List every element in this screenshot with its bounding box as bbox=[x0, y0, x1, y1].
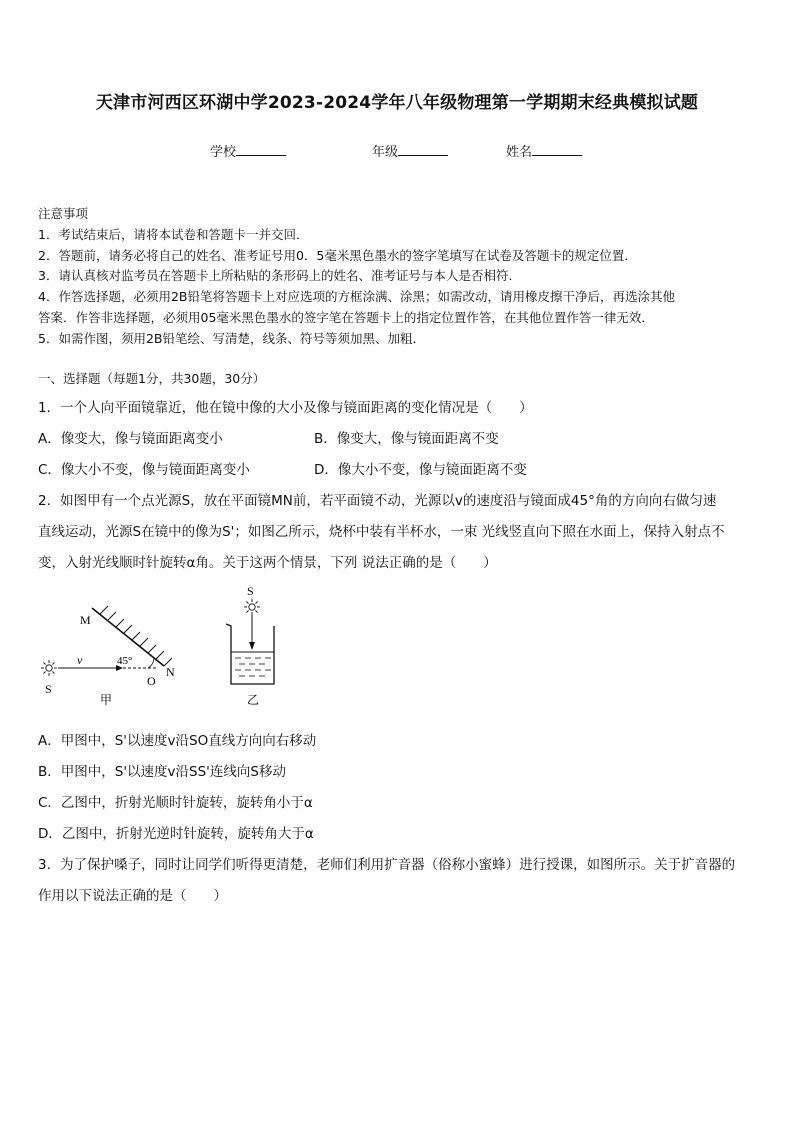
water-hatching bbox=[235, 658, 271, 676]
q2-option-d: D．乙图中，折射光逆时针旋转，旋转角大于α bbox=[38, 826, 314, 842]
school-label: 学校 bbox=[210, 145, 237, 160]
q2-option-b: B．甲图中，S'以速度v沿SS'连线向S移动 bbox=[38, 764, 286, 780]
label-yi: 乙 bbox=[247, 693, 260, 707]
note-item: 答案．作答非选择题，必须用05毫米黑色墨水的签字笔在答题卡上的指定位置作答，在其他位置作答一律无效． bbox=[38, 310, 654, 325]
section-heading: 一、选择题（每题1分，共30题，30分） bbox=[38, 371, 266, 386]
school-blank bbox=[236, 143, 286, 156]
q1-option-c: C．像大小不变，像与镜面距离变小 bbox=[38, 462, 250, 478]
q1-option-b: B．像变大，像与镜面距离不变 bbox=[314, 431, 499, 447]
label-M: M bbox=[80, 613, 91, 627]
label-S-jia: S bbox=[45, 682, 52, 696]
q3-stem-line: 3．为了保护嗓子，同时让同学们听得更清楚，老师们利用扩音器（俗称小蜜蜂）进行授课，如图所示。关于扩音器的 bbox=[38, 857, 736, 873]
name-blank bbox=[532, 143, 582, 156]
q2-option-a: A．甲图中，S'以速度v沿SO直线方向向右移动 bbox=[38, 733, 317, 749]
q3-stem-line: 作用以下说法正确的是（ ） bbox=[38, 888, 227, 904]
beaker-diagram bbox=[226, 584, 274, 707]
q2-stem-line: 直线运动，光源S在镜中的像为S'；如图乙所示，烧杯中装有半杯水，一束 光线竖直向下照在水面上，保持入射点不 bbox=[38, 524, 725, 540]
page-title: 天津市河西区环湖中学2023-2024学年八年级物理第一学期期末经典模拟试题 bbox=[95, 93, 699, 113]
grade-label: 年级 bbox=[372, 145, 399, 160]
q2-option-c: C．乙图中，折射光顺时针旋转，旋转角小于α bbox=[38, 795, 313, 811]
note-item: 2．答题前，请务必将自己的姓名、准考证号用0．5毫米黑色墨水的签字笔填写在试卷及答题卡的规定位置． bbox=[38, 248, 637, 263]
beaker-outline bbox=[226, 624, 274, 684]
name-field bbox=[506, 141, 582, 160]
light-source-icon bbox=[244, 599, 260, 615]
label-angle: 45° bbox=[117, 655, 133, 667]
q1-option-d: D．像大小不变，像与镜面距离不变 bbox=[314, 462, 527, 478]
label-O: O bbox=[147, 674, 156, 688]
grade-blank bbox=[398, 143, 448, 156]
note-item: 4．作答选择题，必须用2B铅笔将答题卡上对应选项的方框涂满、涂黑；如需改动，请用橡皮擦干净后，再选涂其他 bbox=[38, 289, 675, 304]
arrow-head-icon bbox=[249, 642, 255, 650]
mirror-diagram bbox=[41, 606, 175, 707]
note-item: 3．请认真核对监考员在答题卡上所粘贴的条形码上的姓名、准考证号与本人是否相符． bbox=[38, 268, 521, 283]
note-item: 1．考试结束后，请将本试卷和答题卡一并交回． bbox=[38, 227, 309, 242]
q1-option-a: A．像变大，像与镜面距离变小 bbox=[38, 431, 223, 447]
q1-stem: 1．一个人向平面镜靠近，他在镜中像的大小及像与镜面距离的变化情况是（ ） bbox=[38, 400, 533, 416]
mirror-hatching bbox=[100, 606, 172, 666]
note-item: 5．如需作图，须用2B铅笔绘、写清楚，线条、符号等须加黑、加粗． bbox=[38, 331, 425, 346]
label-jia: 甲 bbox=[100, 693, 113, 707]
label-S-yi: S bbox=[247, 584, 254, 598]
q2-stem-line: 变，入射光线顺时针旋转α角。关于这两个情景，下列 说法正确的是（ ） bbox=[38, 555, 497, 571]
label-N: N bbox=[166, 665, 175, 679]
notes-heading: 注意事项 bbox=[38, 206, 89, 221]
angle-arc bbox=[148, 658, 154, 668]
light-source-icon bbox=[41, 660, 57, 676]
grade-field bbox=[372, 141, 448, 160]
q2-figure bbox=[30, 580, 290, 710]
name-label: 姓名 bbox=[506, 145, 533, 160]
school-field bbox=[210, 141, 286, 160]
q2-stem-line: 2．如图甲有一个点光源S，放在平面镜MN前，若平面镜不动，光源以v的速度沿与镜面成45°角的方向向右做匀速 bbox=[38, 493, 717, 509]
label-v: v bbox=[77, 653, 83, 667]
